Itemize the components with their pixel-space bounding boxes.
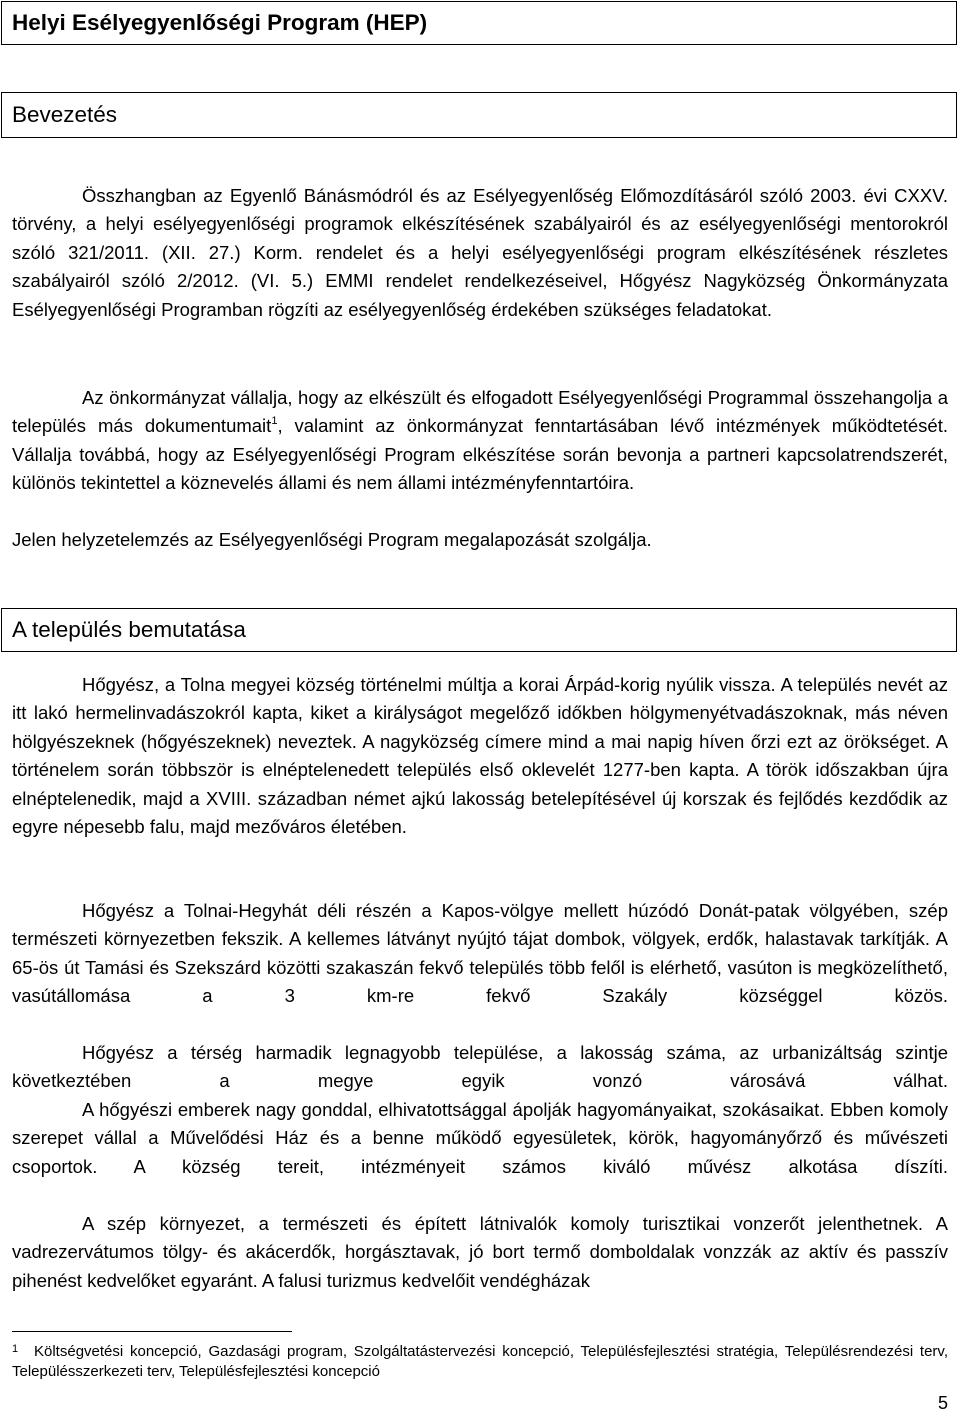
- document-title: Helyi Esélyegyenlőségi Program (HEP): [1, 1, 957, 45]
- town-paragraph-geography: Hőgyész a Tolnai-Hegyhát déli részén a Kapos-völgye mellett húzódó Donát-patak völgyében, szép természeti környezetben fekszik. A kellemes látványt nyújtó tájat dombok, völgyek, erdők, halastavak tarkítják. A 65-ös út Tamási és Szekszárd közötti szakaszán fekvő település több felől is elérhető, vasúton is megközelíthető, vasútállomása a 3 km-re fekvő Szakály községgel közös.: [12, 900, 948, 1007]
- intro-paragraph-1: Összhangban az Egyenlő Bánásmódról és az Esélyegyenlőség Előmozdításáról szóló 2003. évi CXXV. törvény, a helyi esélyegyenlőségi programok elkészítésének szabályairól és az esélyegyenlőségi mentorokról szóló 321/2011. (XII. 27.) Korm. rendelet és a helyi esélyegyenlőségi program elkészítésének részletes szabályairól szóló 2/2012. (VI. 5.) EMMI rendelet rendelkezéseivel, Hőgyész Nagyközség Önkormányzata Esélyegyenlőségi Programban rögzíti az esélyegyenlőség érdekében szükséges feladatokat.: [12, 185, 948, 320]
- intro-paragraph-3: Jelen helyzetelemzés az Esélyegyenlőségi Program megalapozását szolgálja.: [12, 529, 652, 550]
- section-heading-introduction: Bevezetés: [1, 92, 957, 138]
- intro-paragraph-2: [12, 384, 948, 498]
- town-paragraph-tourism: A szép környezet, a természeti és épített látnivalók komoly turisztikai vonzerőt jelenthetnek. A vadrezervátumos tölgy- és akácerdők, horgásztavak, jó bort termő domboldalak vonzzák az aktív és passzív pihenést kedvelőket egyaránt. A falusi turizmus kedvelőit vendégházak: [12, 1213, 948, 1291]
- footnote-reference: 1: [271, 415, 278, 428]
- footnote-mark: 1: [12, 1343, 19, 1355]
- footnote: [12, 1342, 948, 1382]
- intro-paragraph-2-text: Az önkormányzat vállalja, hogy az elkészült és elfogadott Esélyegyenlőségi Programmal összehangolja a település más dokumentumait: [12, 387, 948, 437]
- town-paragraph-history: Hőgyész, a Tolna megyei község történelmi múltja a korai Árpád-korig nyúlik vissza. A település nevét az itt lakó hermelinvadászokról kapta, kiket a királyságot megelőző időkben hölgymenyétvadászoknak, más néven hölgyészeknek (hőgyészeknek) neveztek. A nagyközség címere mind a mai napig híven őrzi ezt az örökséget. A történelem során többször is elnéptelenedett település első oklevelét 1277-ben kapta. A török időszakban újra elnéptelenedik, majd a XVIII. században német ajkú lakosság betelepítésével új korszak és fejlődés kezdődik az egyre népesebb falu, majd mezőváros életében.: [12, 674, 948, 838]
- section-heading-town: A település bemutatása: [1, 608, 957, 652]
- town-paragraph-size: Hőgyész a térség harmadik legnagyobb települése, a lakosság száma, az urbanizáltság szintje következtében a megye egyik vonzó városává válhat.: [12, 1042, 948, 1092]
- intro-paragraph-2-continued: , valamint az önkormányzat fenntartásában lévő intézmények működtetését. Vállalja továbbá, hogy az Esélyegyenlőségi Program elkészítése során bevonja a partneri kapcsolatrendszerét, különös tekintettel a köznevelés állami és nem állami intézményfenntartóira.: [12, 415, 948, 494]
- footnote-separator: [12, 1331, 292, 1332]
- town-paragraph-traditions: A hőgyészi emberek nagy gonddal, elhivatottsággal ápolják hagyományaikat, szokásaikat. Ebben komoly szerepet vállal a Művelődési Ház és a benne működő egyesületek, körök, hagyományőrző és művészeti csoportok. A község tereit, intézményeit számos kiváló művész alkotása díszíti.: [12, 1099, 948, 1177]
- footnote-text: Költségvetési koncepció, Gazdasági program, Szolgáltatástervezési koncepció, Településfejlesztési stratégia, Településrendezési terv, Településszerkezeti terv, Településfejlesztési koncepció: [12, 1343, 948, 1380]
- page-number: 5: [937, 1393, 948, 1413]
